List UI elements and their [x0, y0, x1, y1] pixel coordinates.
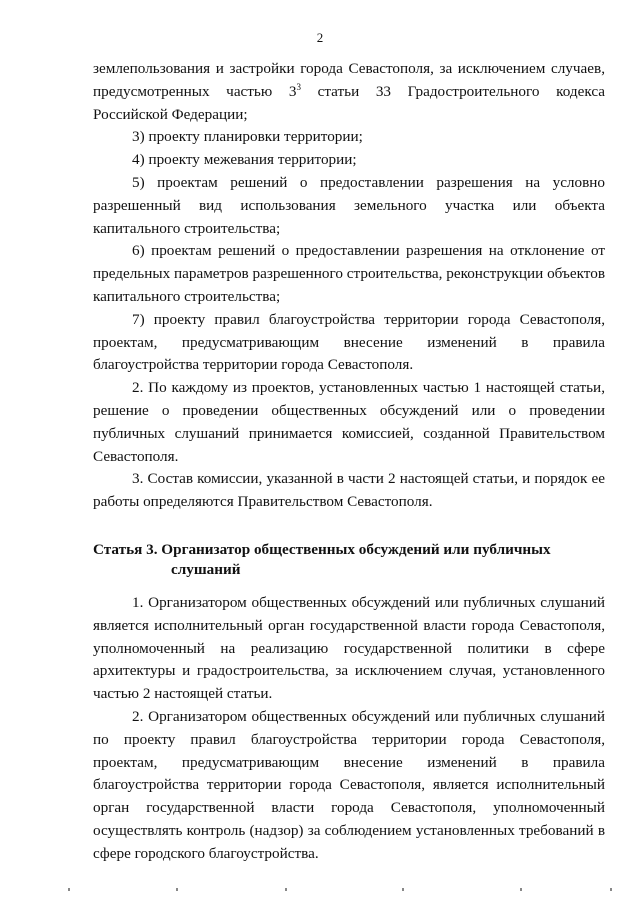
continuation-line-3: Российской Федерации; — [93, 105, 248, 123]
article3-part2: 2. Организатором общественных обсуждений или публичных слушаний по проекту правил благоустройства территории города Севастополя, проектам, предусматривающим внесение изменений в правила благоустройства территории города Севастополя, является исполнительный орган государственной власти города Севастополя, уполномоченный осуществлять контроль (надзор) за соблюдением установленных требований в сфере городского благоустройства. — [93, 707, 605, 862]
scan-dot — [285, 888, 287, 891]
list-item-5: 5) проектам решений о предоставлении разрешения на условно разрешенный вид использования земельного участка или объекта капитального строительства; — [93, 173, 605, 237]
scan-dot — [402, 888, 404, 891]
scan-artifacts — [0, 888, 640, 898]
list-item-7: 7) проекту правил благоустройства территории города Севастополя, проектам, предусматривающим внесение изменений в правила благоустройства территории города Севастополя. — [93, 310, 605, 374]
article3-heading-line1: Статья 3. Организатор общественных обсуждений или публичных — [93, 540, 551, 558]
ref-text: предусмотренных частью 3 — [93, 82, 297, 100]
continuation-line-2 — [93, 83, 605, 100]
list-item-6: 6) проектам решений о предоставлении разрешения на отклонение от предельных параметров разрешенного строительства, реконструкции объектов капитального строительства; — [93, 242, 605, 305]
scan-dot — [176, 888, 178, 891]
article2-part2: 2. По каждому из проектов, установленных частью 1 настоящей статьи, решение о проведении общественных обсуждений или о проведении публичных слушаний принимается комиссией, созданной Правительством Севастополя. — [93, 379, 605, 465]
list-item-4: 4) проекту межевания территории; — [132, 151, 357, 169]
article3-heading — [93, 540, 605, 580]
scan-dot — [520, 888, 522, 891]
article3-heading-line2: слушаний — [171, 560, 241, 578]
continuation-line-1: землепользования и застройки города Севастополя, за исключением случаев, — [93, 60, 605, 77]
list-item-3: 3) проекту планировки территории; — [132, 128, 363, 146]
superscript: 3 — [296, 81, 301, 92]
page-number: 2 — [316, 30, 324, 45]
article2-part3: 3. Состав комиссии, указанной в части 2 настоящей статьи, и порядок ее работы определяются Правительством Севастополя. — [93, 470, 605, 511]
scan-dot — [610, 888, 612, 891]
ref-text-after: статьи 33 Градостроительного кодекса — [300, 82, 605, 100]
scan-dot — [68, 888, 70, 891]
article3-part1: 1. Организатором общественных обсуждений или публичных слушаний является исполнительный орган государственной власти города Севастополя, уполномоченный на реализацию государственной политики в сфере архитектуры и градостроительства, за исключением случая, установленного частью 2 настоящей статьи. — [93, 593, 605, 703]
document-body — [93, 58, 605, 866]
continuation-paragraph — [93, 58, 605, 126]
